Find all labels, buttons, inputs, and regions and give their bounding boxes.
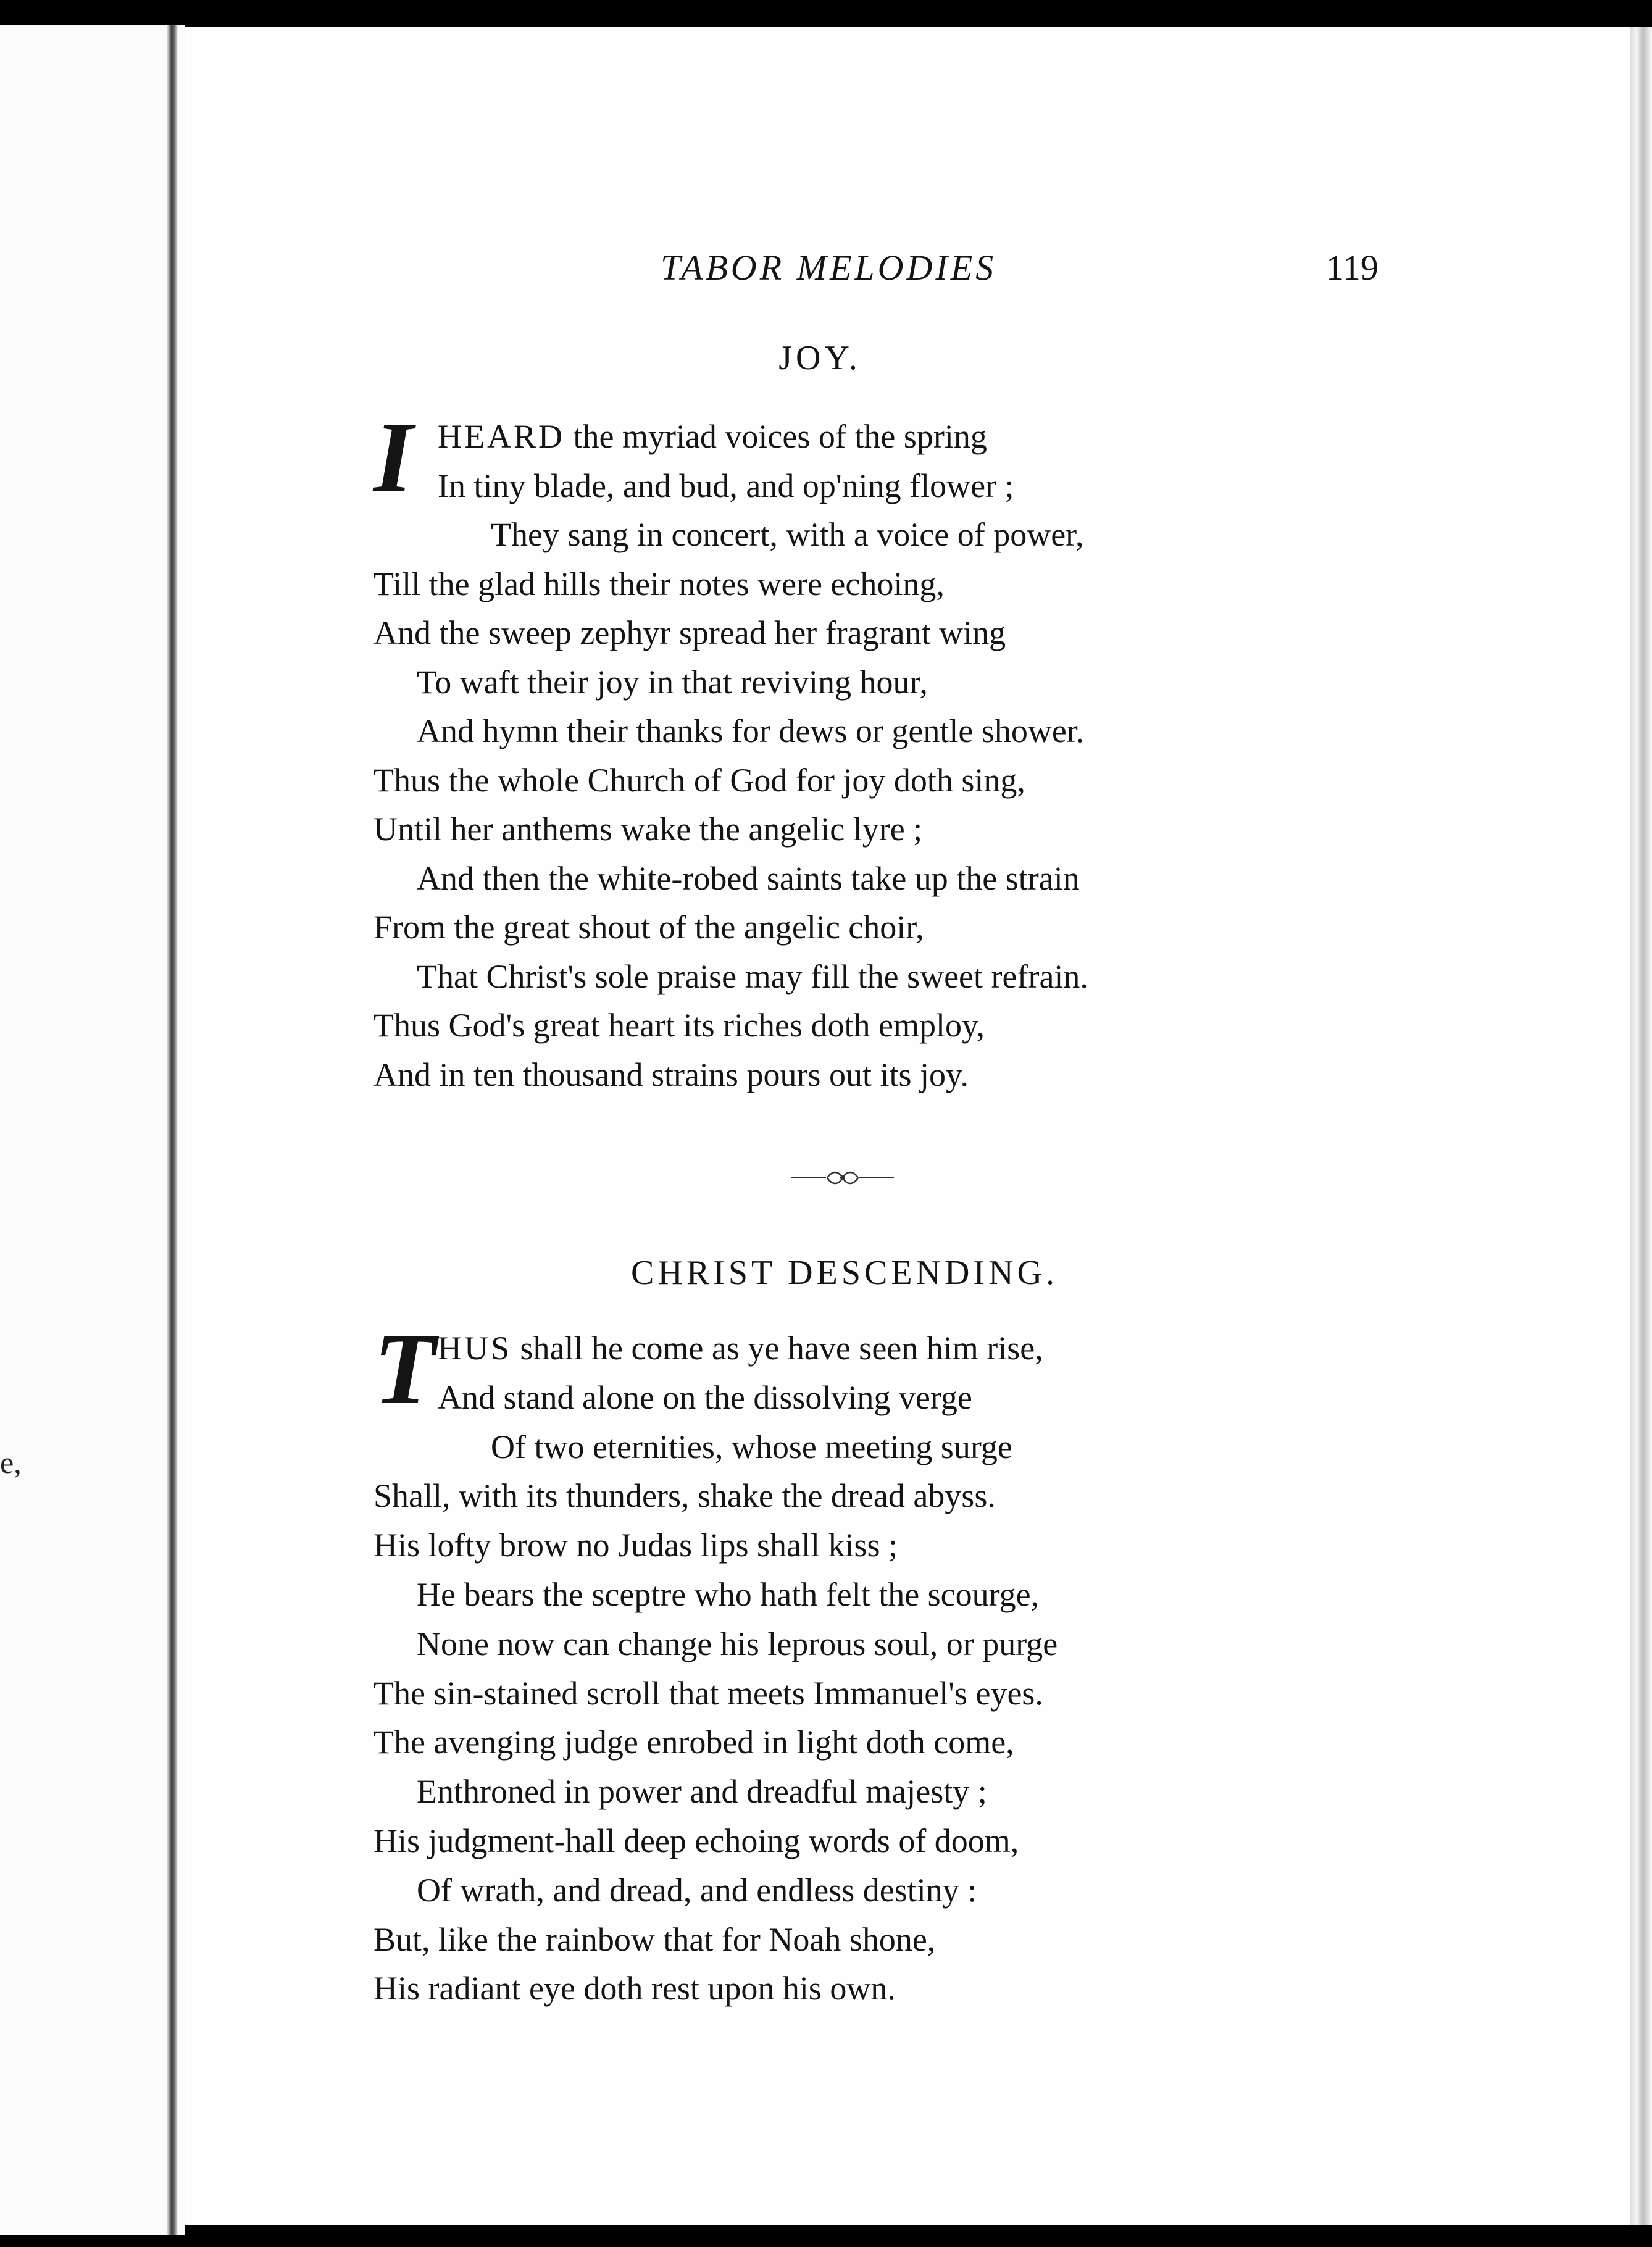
poem-christ-descending (373, 1312, 1337, 2014)
lead-word: HUS (438, 1330, 512, 1367)
poem-line: To waft their joy in that reviving hour, (417, 663, 928, 701)
drop-cap: T (373, 1312, 436, 1425)
poem-title-christ-descending: CHRIST DESCENDING. (631, 1254, 1058, 1292)
poem-joy (373, 401, 1337, 1099)
poem-line: From the great shout of the angelic choir, (373, 909, 924, 946)
poem-line: The avenging judge enrobed in light doth come, (373, 1724, 1014, 1761)
poem-line: Thus the whole Church of God for joy doth sing, (373, 761, 1025, 799)
poem-line: And the sweep zephyr spread her fragrant wing (373, 614, 1006, 651)
poem-line: He bears the sceptre who hath felt the scourge, (417, 1575, 1040, 1613)
poem-line: That Christ's sole praise may fill the sweet refrain. (417, 957, 1088, 995)
poem-line: The sin-stained scroll that meets Immanuel's eyes. (373, 1674, 1043, 1712)
drop-cap: I (373, 401, 414, 514)
poem-line: His lofty brow no Judas lips shall kiss ; (373, 1527, 898, 1564)
line-text: shall he come as ye have seen him rise, (512, 1330, 1043, 1367)
poem-line: Until her anthems wake the angelic lyre ; (373, 811, 923, 848)
poem-line: But, like the rainbow that for Noah shone, (373, 1920, 936, 1958)
poem-line: None now can change his leprous soul, or purge (417, 1625, 1058, 1662)
poem-line: And then the white-robed saints take up the strain (417, 859, 1080, 897)
poem-line: Of two eternities, whose meeting surge (491, 1428, 1012, 1465)
poem-line: And in ten thousand strains pours out its joy. (373, 1056, 969, 1093)
poem-line: They sang in concert, with a voice of power, (491, 516, 1084, 553)
poem-line: And hymn their thanks for dews or gentle shower. (417, 712, 1085, 749)
poem-line: His judgment-hall deep echoing words of doom, (373, 1822, 1019, 1859)
poem-line: And stand alone on the dissolving verge (438, 1378, 972, 1416)
running-title: TABOR MELODIES (661, 248, 997, 288)
poem-line: Of wrath, and dread, and endless destiny : (417, 1871, 977, 1909)
page-number: 119 (1326, 248, 1379, 288)
poem-line (373, 1324, 1337, 1374)
poem-title-joy: JOY. (778, 339, 861, 377)
section-divider-ornament (790, 1159, 895, 1196)
poem-line (373, 412, 1337, 462)
poem-line: Enthroned in power and dreadful majesty ; (417, 1773, 987, 1811)
poem-line: Till the glad hills their notes were echoing, (373, 565, 945, 602)
lead-word: HEARD (438, 418, 565, 455)
poem-line: Thus God's great heart its riches doth employ, (373, 1007, 985, 1044)
poem-line: In tiny blade, and bud, and op'ning flower ; (438, 467, 1014, 504)
poem-line: Shall, with its thunders, shake the dread abyss. (373, 1477, 996, 1515)
line-text: the myriad voices of the spring (565, 418, 987, 455)
poem-line: His radiant eye doth rest upon his own. (373, 1970, 896, 2007)
left-page-text-fragment: e, (0, 1445, 22, 1480)
